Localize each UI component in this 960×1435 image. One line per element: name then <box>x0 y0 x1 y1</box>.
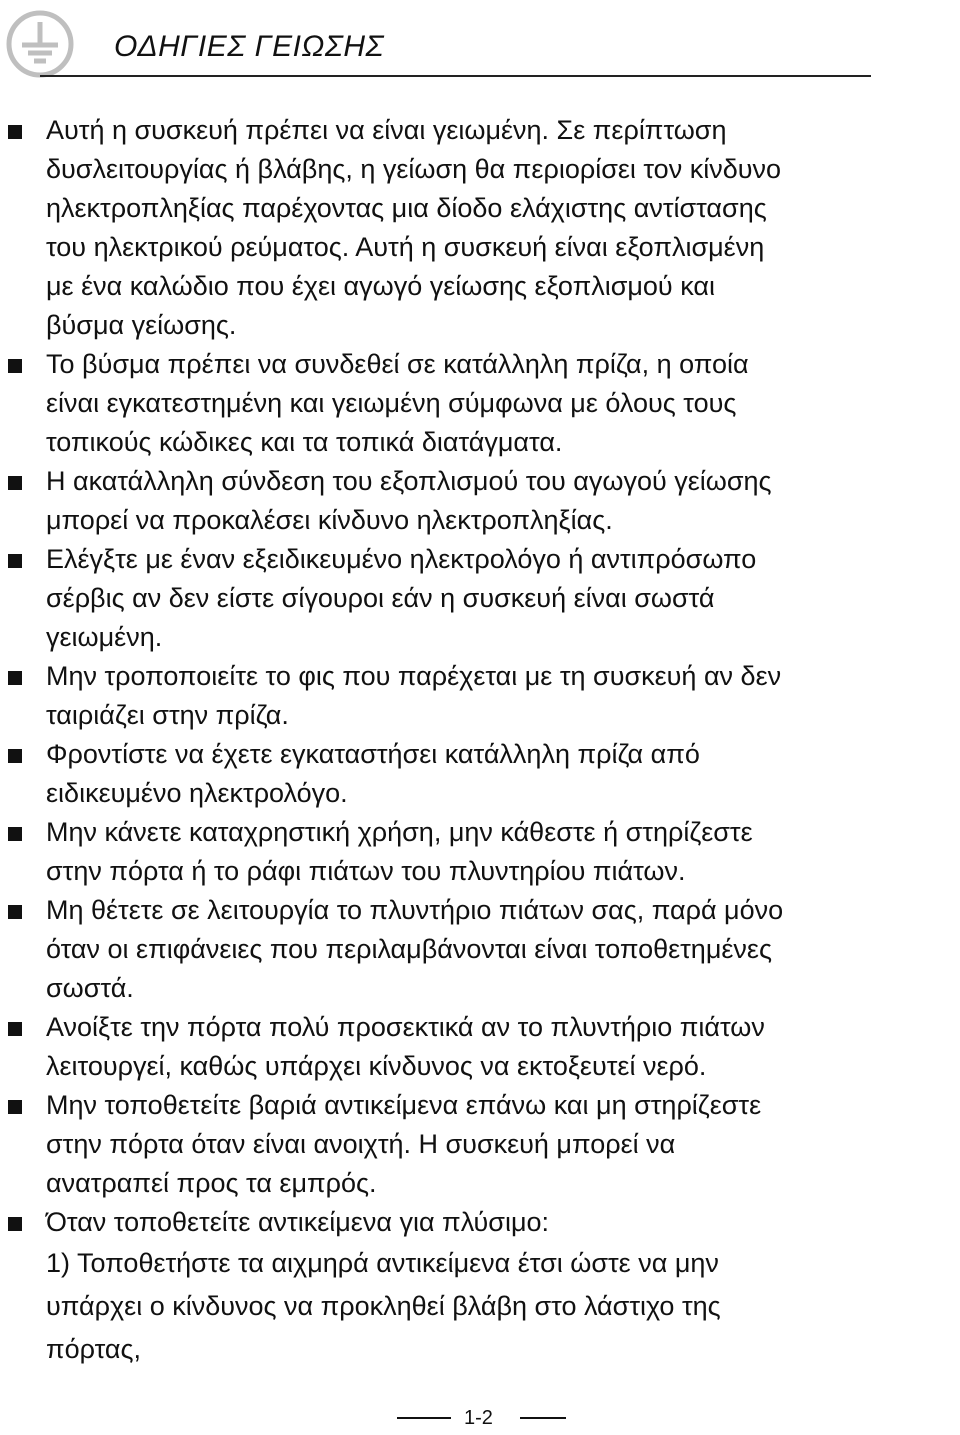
list-item <box>0 1008 960 1086</box>
text-line: Μη θέτετε σε λειτουργία το πλυντήριο πιάτων σας, παρά μόνο <box>46 895 784 925</box>
text-line: Το βύσμα πρέπει να συνδεθεί σε κατάλληλη πρίζα, η οποία <box>46 349 749 379</box>
square-bullet-icon <box>8 671 22 685</box>
text-line: σέρβις αν δεν είστε σίγουροι εάν η συσκευή είναι σωστά <box>46 583 715 613</box>
list-item <box>0 735 960 813</box>
page-footer <box>0 1405 960 1435</box>
text-line: τοπικούς κώδικες και τα τοπικά διατάγματα. <box>46 427 563 457</box>
text-line: με ένα καλώδιο που έχει αγωγό γείωσης εξοπλισμού και <box>46 271 715 301</box>
square-bullet-icon <box>8 476 22 490</box>
text-line: Μην κάνετε καταχρηστική χρήση, μην κάθεστε ή στηρίζεστε <box>46 817 753 847</box>
text-line: Μην τροποποιείτε το φις που παρέχεται με τη συσκευή αν δεν <box>46 661 782 691</box>
square-bullet-icon <box>8 125 22 139</box>
ground-icon <box>4 8 76 80</box>
text-line: Μην τοποθετείτε βαριά αντικείμενα επάνω και μη στηρίζεστε <box>46 1090 762 1120</box>
text-line: λειτουργεί, καθώς υπάρχει κίνδυνος να εκτοξευτεί νερό. <box>46 1051 707 1081</box>
text-line: γειωμένη. <box>46 622 163 652</box>
numbered-text-line: υπάρχει ο κίνδυνος να προκληθεί βλάβη στο λάστιχο της <box>46 1291 721 1321</box>
instruction-list <box>0 111 960 1371</box>
square-bullet-icon <box>8 1217 22 1231</box>
page-title: ΟΔΗΓΙΕΣ ΓΕΙΩΣΗΣ <box>114 30 384 63</box>
text-line: ηλεκτροπληξίας παρέχοντας μια δίοδο ελάχιστης αντίστασης <box>46 193 767 223</box>
text-line: μπορεί να προκαλέσει κίνδυνο ηλεκτροπληξίας. <box>46 505 613 535</box>
numbered-text-line: 1) Τοποθετήστε τα αιχμηρά αντικείμενα έτσι ώστε να μην <box>46 1248 719 1278</box>
text-line: του ηλεκτρικού ρεύματος. Αυτή η συσκευή είναι εξοπλισμένη <box>46 232 765 262</box>
text-line: ειδικευμένο ηλεκτρολόγο. <box>46 778 348 808</box>
square-bullet-icon <box>8 359 22 373</box>
square-bullet-icon <box>8 749 22 763</box>
text-line: σωστά. <box>46 973 134 1003</box>
square-bullet-icon <box>8 554 22 568</box>
text-line: Όταν τοποθετείτε αντικείμενα για πλύσιμο: <box>46 1207 550 1237</box>
list-item <box>0 462 960 540</box>
square-bullet-icon <box>8 1022 22 1036</box>
header-divider <box>40 75 871 77</box>
list-item <box>0 657 960 735</box>
footer-rule-left <box>397 1417 451 1419</box>
text-line: ανατραπεί προς τα εμπρός. <box>46 1168 377 1198</box>
text-line: Ελέγξτε με έναν εξειδικευμένο ηλεκτρολόγο ή αντιπρόσωπο <box>46 544 757 574</box>
list-item <box>0 540 960 657</box>
square-bullet-icon <box>8 905 22 919</box>
text-line: Η ακατάλληλη σύνδεση του εξοπλισμού του αγωγού γείωσης <box>46 466 772 496</box>
text-line: είναι εγκατεστημένη και γειωμένη σύμφωνα με όλους τους <box>46 388 737 418</box>
list-item <box>0 111 960 345</box>
numbered-text-line: πόρτας, <box>46 1334 142 1364</box>
list-item <box>0 1086 960 1203</box>
text-line: στην πόρτα όταν είναι ανοιχτή. Η συσκευή μπορεί να <box>46 1129 676 1159</box>
list-item <box>0 345 960 462</box>
square-bullet-icon <box>8 1100 22 1114</box>
text-line: στην πόρτα ή το ράφι πιάτων του πλυντηρίου πιάτων. <box>46 856 686 886</box>
list-item <box>0 813 960 891</box>
list-item <box>0 891 960 1008</box>
page-number: 1-2 <box>464 1407 493 1429</box>
list-item <box>0 1203 960 1371</box>
text-line: Αυτή η συσκευή πρέπει να είναι γειωμένη. Σε περίπτωση <box>46 115 727 145</box>
text-line: βύσμα γείωσης. <box>46 310 237 340</box>
text-line: όταν οι επιφάνειες που περιλαμβάνονται είναι τοποθετημένες <box>46 934 772 964</box>
footer-rule-right <box>520 1417 566 1419</box>
square-bullet-icon <box>8 827 22 841</box>
text-line: ταιριάζει στην πρίζα. <box>46 700 289 730</box>
text-line: Ανοίξτε την πόρτα πολύ προσεκτικά αν το πλυντήριο πιάτων <box>46 1012 765 1042</box>
text-line: δυσλειτουργίας ή βλάβης, η γείωση θα περιορίσει τον κίνδυνο <box>46 154 781 184</box>
text-line: Φροντίστε να έχετε εγκαταστήσει κατάλληλη πρίζα από <box>46 739 700 769</box>
